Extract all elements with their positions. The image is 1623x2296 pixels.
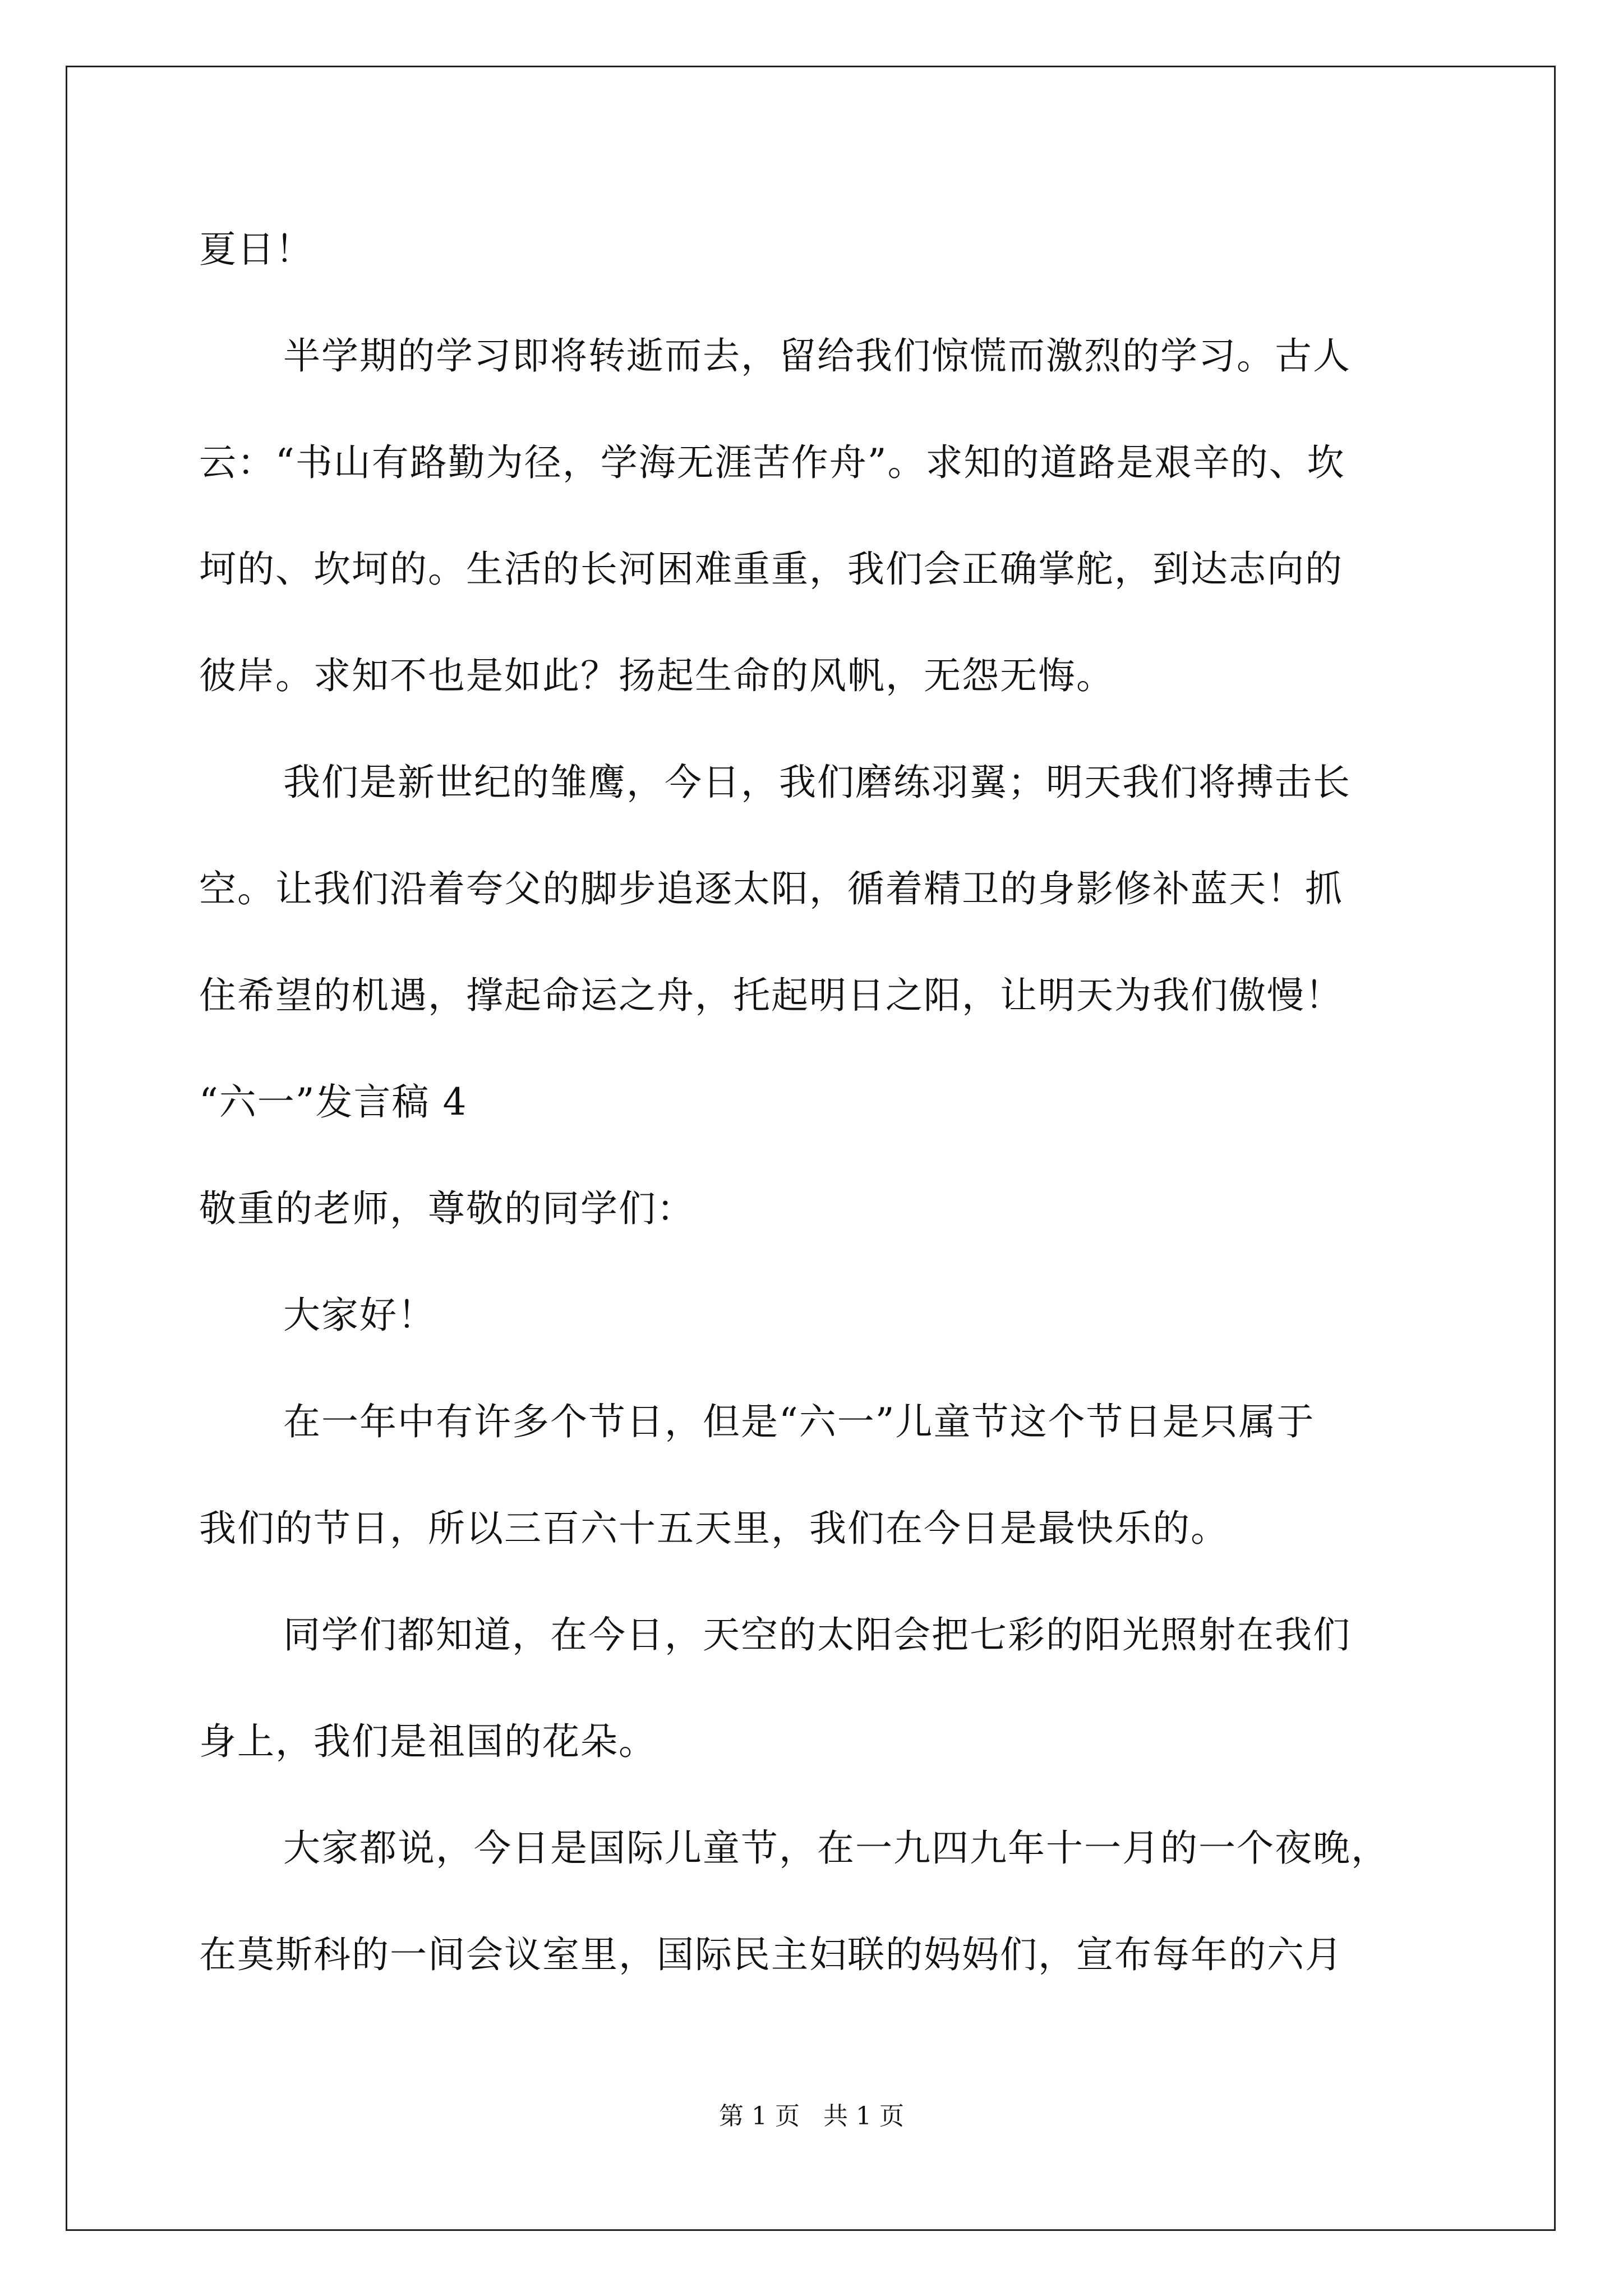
text-line: 在一年中有许多个节日，但是“六一”儿童节这个节日是只属于	[283, 1400, 1315, 1443]
page-border	[66, 66, 1556, 2231]
greeting: 大家好！	[283, 1294, 436, 1337]
section-heading: “六一”发言稿 4	[199, 1080, 468, 1124]
text-line: 大家都说，今日是国际儿童节，在一九四九年十一月的一个夜晚，	[283, 1826, 1389, 1870]
text-line: 半学期的学习即将转逝而去，留给我们惊慌而激烈的学习。古人	[283, 334, 1351, 378]
text-line: 空。让我们沿着夸父的脚步追逐太阳，循着精卫的身影修补蓝天！抓	[199, 867, 1343, 910]
page-total: 共 1 页	[823, 2102, 904, 2131]
text-line: 我们的节日，所以三百六十五天里，我们在今日是最快乐的。	[199, 1507, 1229, 1550]
text-line: 住希望的机遇，撑起命运之舟，托起明日之阳，让明天为我们傲慢！	[199, 974, 1343, 1017]
page-footer	[0, 2101, 1623, 2132]
text-line: 身上，我们是祖国的花朵。	[199, 1720, 657, 1763]
page-number: 第 1 页	[719, 2102, 800, 2131]
salutation: 敬重的老师，尊敬的同学们：	[199, 1187, 695, 1230]
text-line: 夏日！	[199, 228, 313, 271]
text-line: 同学们都知道，在今日，天空的太阳会把七彩的阳光照射在我们	[283, 1613, 1351, 1657]
text-line: 彼岸。求知不也是如此？扬起生命的风帆，无怨无悔。	[199, 654, 1114, 697]
text-line: 云：“书山有路勤为径，学海无涯苦作舟”。求知的道路是艰辛的、坎	[199, 441, 1345, 484]
text-line: 我们是新世纪的雏鹰，今日，我们磨练羽翼；明天我们将搏击长	[283, 761, 1351, 804]
text-line: 在莫斯科的一间会议室里，国际民主妇联的妈妈们，宣布每年的六月	[199, 1933, 1343, 1976]
text-line: 坷的、坎坷的。生活的长河困难重重，我们会正确掌舵，到达志向的	[199, 547, 1343, 591]
